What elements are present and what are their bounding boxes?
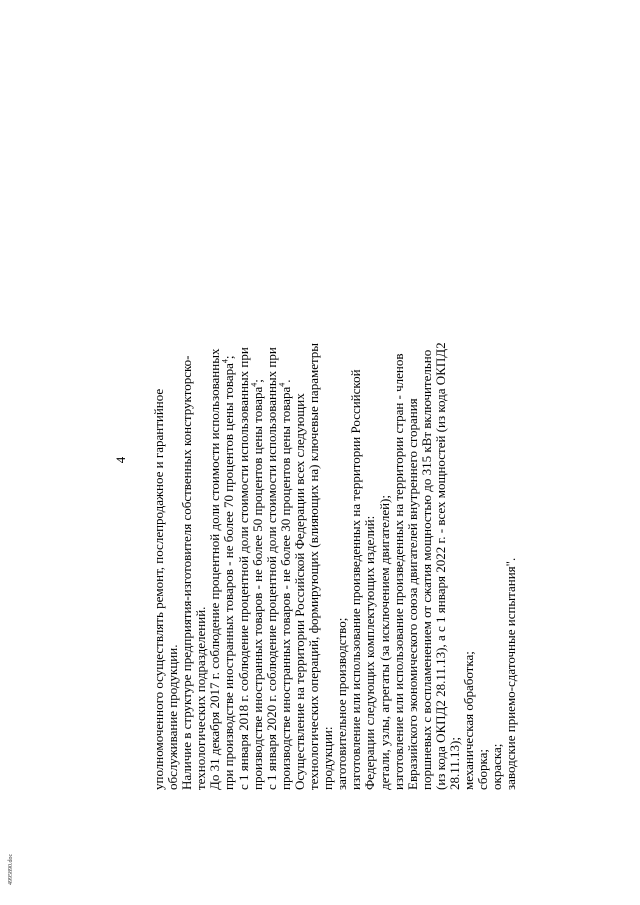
- text-line: заводские приемо-сдаточные испытания".: [503, 557, 519, 790]
- document-body: [152, 130, 518, 790]
- text-line: поршневых с воспламенением от сжатия мощностью до 315 кВт включительно: [418, 349, 434, 790]
- text-line: производстве иностранных товаров - не более 50 процентов цены товара$^4$;: [249, 379, 265, 790]
- footnote-marker: 4: [277, 382, 287, 387]
- text-line: До 31 декабря 2017 г. соблюдение процентной доли стоимости использованных: [207, 348, 223, 790]
- text-line: изготовление или использование произведенных на территории Российской: [348, 369, 364, 790]
- text-line: продукции:: [320, 726, 336, 790]
- footnote-marker: 4: [249, 382, 259, 387]
- text-line: сборка;: [475, 748, 491, 790]
- text-line: окраска;: [489, 743, 505, 790]
- text-line: производстве иностранных товаров - не более 30 процентов цены товара$^4$.: [277, 379, 293, 790]
- text-line: уполномоченного осуществлять ремонт, послепродажное и гарантийное: [151, 388, 166, 790]
- text-line: Наличие в структуре предприятия-изготовителя собственных конструкторско-: [179, 355, 195, 790]
- text-line: технологических операций, формирующих (влияющих на) ключевые параметры: [306, 342, 322, 790]
- text-line: Федерации следующих комплектующих изделий:: [362, 515, 378, 790]
- footnote-marker: 4: [221, 359, 231, 364]
- text-line: при производстве иностранных товаров - не более 70 процентов цены товара$^4$;: [221, 355, 237, 790]
- text-line: Осуществление на территории Российской Федерации всех следующих: [291, 393, 307, 790]
- text-line: 28.11.13);: [446, 737, 462, 790]
- text-line: Евразийского экономического союза двигателей внутреннего сгорания: [404, 398, 420, 790]
- text-line: изготовление или использование произведенных на территории стран - членов: [390, 353, 406, 790]
- text-line: технологических подразделений.: [193, 606, 209, 790]
- text-line: заготовительное производство;: [334, 617, 350, 790]
- text-line: механическая обработка;: [461, 651, 477, 790]
- text-line: детали, узлы, агрегаты (за исключением двигателей);: [376, 495, 392, 790]
- text-line: с 1 января 2020 г. соблюдение процентной доли стоимости использованных при: [263, 347, 279, 790]
- text-line: обслуживание продукции.: [165, 644, 181, 790]
- document-id: 4995890.doc: [8, 853, 14, 885]
- rotated-text-block: [114, 130, 534, 790]
- text-line: с 1 января 2018 г. соблюдение процентной доли стоимости использованных при: [235, 347, 251, 790]
- text-line: (из кода ОКПД2 28.11.13), а с 1 января 2022 г. - всех мощностей (из кода ОКПД2: [432, 342, 448, 790]
- page-number: 4: [113, 456, 128, 464]
